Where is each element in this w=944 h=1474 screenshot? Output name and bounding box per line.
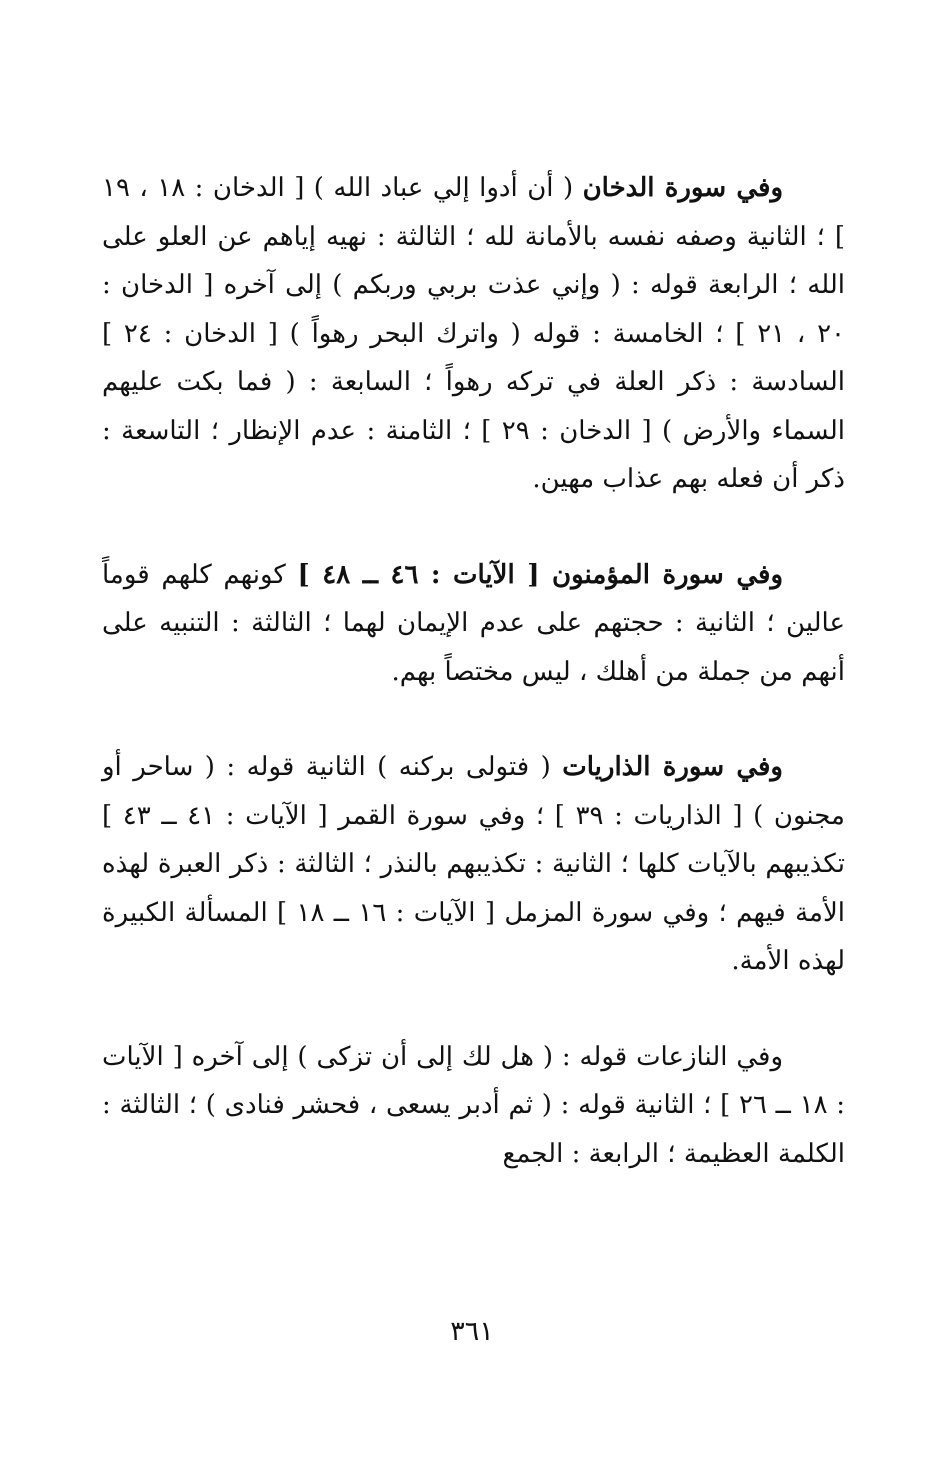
- paragraph-muminun: [102, 551, 845, 697]
- paragraph-text: ( أن أدوا إلي عباد الله ) [ الدخان : ١٨ ، ١٩ ] ؛ الثانية وصفه نفسه بالأمانة لله ؛ الثالثة : نهيه إياهم عن العلو على الله ؛ الرابعة قوله : ( وإني عذت بربي وربكم ) إلى آخره [ الدخان : ٢٠ ، ٢١ ] ؛ الخامسة : قوله ( واترك البحر رهواً ) [ الدخان : ٢٤ ] السادسة : ذكر العلة في تركه رهواً ؛ السابعة : ( فما بكت عليهم السماء والأرض ) [ الدخان : ٢٩ ] ؛ الثامنة : عدم الإنظار ؛ التاسعة : ذكر أن فعله بهم عذاب مهين.: [102, 173, 845, 494]
- paragraph-text: كونهم كلهم قوماً عالين ؛ الثانية : حجتهم على عدم الإيمان لهما ؛ الثالثة : التنبيه على أنهم من جملة من أهلك ، ليس مختصاً بهم.: [102, 559, 845, 687]
- paragraph-lead: وفي سورة المؤمنون [ الآيات : ٤٦ ــ ٤٨ ]: [297, 559, 783, 590]
- paragraph-text: وفي النازعات قوله : ( هل لك إلى أن تزكى ) إلى آخره [ الآيات : ١٨ ــ ٢٦ ] ؛ الثانية قوله : ( ثم أدبر يسعى ، فحشر فنادى ) ؛ الثالثة : الكلمة العظيمة ؛ الرابعة : الجمع: [102, 1041, 846, 1169]
- paragraph-text: ( فتولى بركنه ) الثانية قوله : ( ساحر أو مجنون ) [ الذاريات : ٣٩ ] ؛ وفي سورة القمر [ الآيات : ٤١ ــ ٤٣ ] تكذيبهم بالآيات كلها ؛ الثانية : تكذيبهم بالنذر ؛ الثالثة : ذكر العبرة لهذه الأمة فيهم ؛ وفي سورة المزمل [ الآيات : ١٦ ــ ١٨ ] المسألة الكبيرة لهذه الأمة.: [102, 752, 845, 976]
- paragraph-lead: وفي سورة الذاريات: [562, 752, 783, 782]
- page-body: [102, 164, 845, 1178]
- paragraph-lead: وفي سورة الدخان: [582, 173, 783, 203]
- paragraph-dhariyat: [102, 743, 845, 986]
- page-number: ٣٦١: [450, 1316, 494, 1347]
- paragraph-naziat: [102, 1033, 845, 1179]
- paragraph-dukhan: [102, 164, 845, 504]
